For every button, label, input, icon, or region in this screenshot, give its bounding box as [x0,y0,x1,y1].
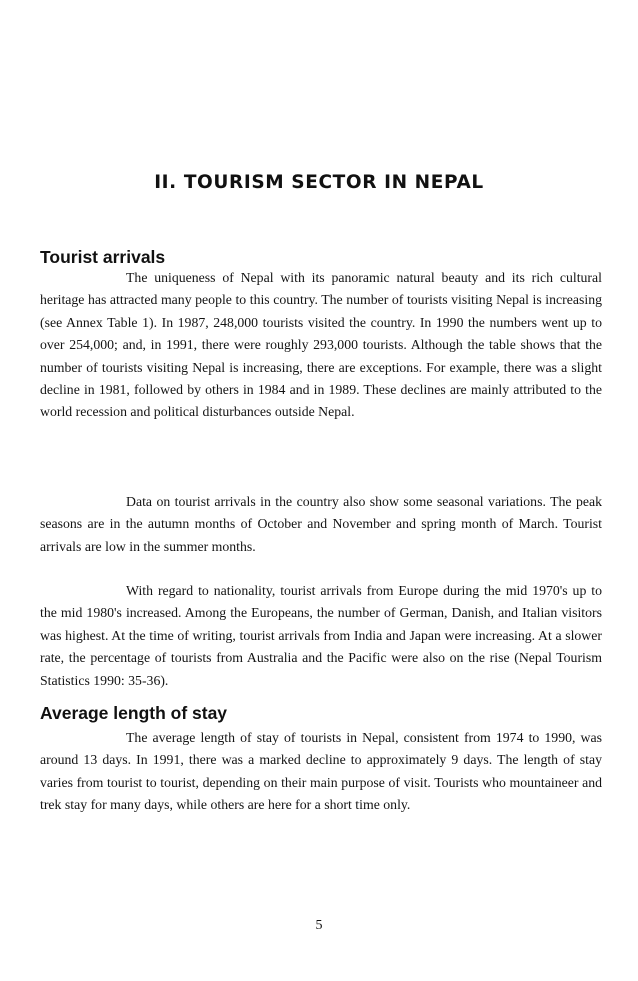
paragraph-tourist-arrivals-2: Data on tourist arrivals in the country also show some seasonal variations. The peak seasons are in the autumn months of October and November and spring month of March. Tourist arrivals are low in the summer months. [40,494,602,554]
paragraph-tourist-arrivals-1: The uniqueness of Nepal with its panoramic natural beauty and its rich cultural heritage has attracted many people to this country. The number of tourists visiting Nepal is increasing (see Annex Table 1). In 1987, 248,000 tourists visited the country. In 1990 the numbers went up to over 254,000; and, in 1991, there were roughly 293,000 tourists. Although the table shows that the number of tourists visiting Nepal is increasing, there are exceptions. For example, there was a slight decline in 1981, followed by others in 1984 and in 1989. These declines are mainly attributed to the world recession and political disturbances outside Nepal. [40,270,602,420]
section-heading-tourist-arrivals: Tourist arrivals [40,247,166,267]
paragraph-average-length-of-stay-1: The average length of stay of tourists in Nepal, consistent from 1974 to 1990, was around 13 days. In 1991, there was a marked decline to approximately 9 days. The length of stay varies from tourist to tourist, depending on their main purpose of visit. Tourists who mountaineer and trek stay for many days, while others are here for a short time only. [40,730,602,813]
chapter-title: II. TOURISM SECTOR IN NEPAL [154,172,484,193]
paragraph-tourist-arrivals-3: With regard to nationality, tourist arrivals from Europe during the mid 1970's up to the mid 1980's increased. Among the Europeans, the number of German, Danish, and Italian visitors was highest. At the time of writing, tourist arrivals from India and Japan were increasing. At a slower rate, the percentage of tourists from Australia and the Pacific were also on the rise (Nepal Tourism Statistics 1990: 35-36). [40,583,602,688]
page-number: 5 [315,918,323,933]
section-heading-average-length-of-stay: Average length of stay [40,703,228,723]
